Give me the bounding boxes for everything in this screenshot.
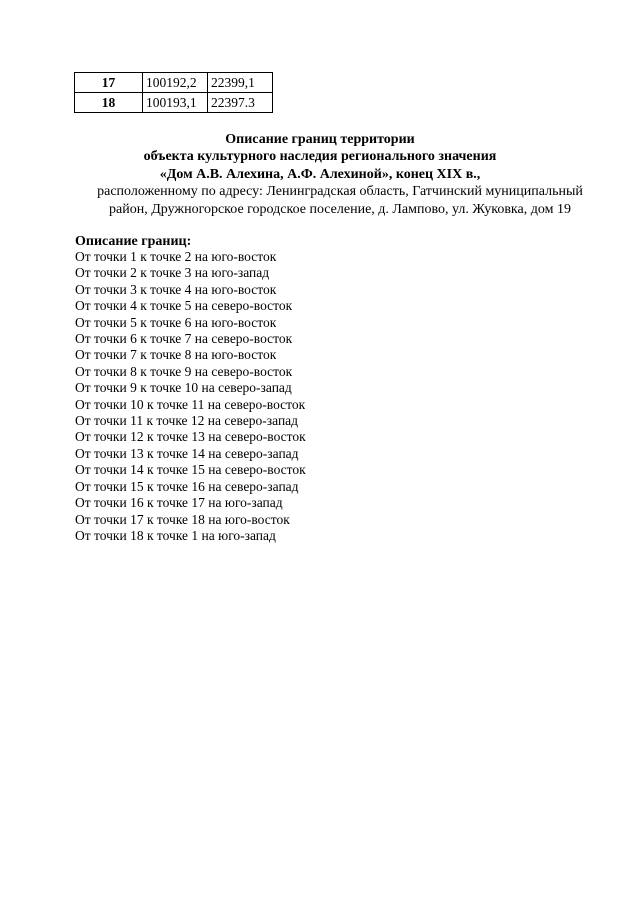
boundary-segment: От точки 1 к точке 2 на юго-восток: [75, 249, 277, 264]
boundary-segment: От точки 14 к точке 15 на северо-восток: [75, 462, 306, 478]
boundary-segment: От точки 13 к точке 14 на северо-запад: [75, 445, 299, 461]
x-coordinate-cell: 100193,1: [143, 93, 208, 113]
boundary-segment: От точки 15 к точке 16 на северо-запад: [75, 478, 299, 494]
boundary-segment: От точки 10 к точке 11 на северо-восток: [75, 396, 306, 412]
y-coordinate-cell: 22399,1: [208, 73, 273, 93]
coordinates-table: [74, 72, 273, 113]
point-number-cell: 17: [75, 73, 143, 93]
boundary-description-list: [75, 249, 306, 544]
boundary-segment: От точки 16 к точке 17 на юго-запад: [75, 495, 283, 511]
boundary-segment: От точки 6 к точке 7 на северо-восток: [75, 331, 293, 347]
boundary-segment: От точки 4 к точке 5 на северо-восток: [75, 298, 293, 314]
address-line-1: расположенному по адресу: Ленинградская область, Гатчинский муниципальный: [97, 184, 583, 199]
document-heading-line-3: «Дом А.В. Алехина, А.Ф. Алехиной», конец XIX в.,: [159, 167, 481, 182]
boundary-segment: От точки 12 к точке 13 на северо-восток: [75, 429, 306, 445]
x-coordinate-cell: 100192,2: [143, 73, 208, 93]
boundary-segment: От точки 2 к точке 3 на юго-запад: [75, 265, 270, 281]
boundary-segment: От точки 5 к точке 6 на юго-восток: [75, 314, 277, 330]
boundary-segment: От точки 11 к точке 12 на северо-запад: [75, 413, 299, 429]
table-row: [75, 73, 273, 93]
boundary-segment: От точки 9 к точке 10 на северо-запад: [75, 380, 292, 396]
y-coordinate-cell: 22397.3: [208, 93, 273, 113]
boundary-segment: От точки 7 к точке 8 на юго-восток: [75, 347, 277, 363]
boundary-segment: От точки 3 к точке 4 на юго-восток: [75, 281, 277, 297]
boundary-segment: От точки 8 к точке 9 на северо-восток: [75, 363, 293, 379]
boundary-segment: От точки 17 к точке 18 на юго-восток: [75, 511, 290, 527]
table-row: [75, 93, 273, 113]
boundary-description-title: Описание границ:: [75, 234, 192, 249]
document-heading-line-1: Описание границ территории: [225, 132, 415, 147]
point-number-cell: 18: [75, 93, 143, 113]
address-line-2: район, Дружногорское городское поселение, д. Лампово, ул. Жуковка, дом 19: [109, 202, 571, 217]
boundary-segment: От точки 18 к точке 1 на юго-запад: [75, 527, 276, 543]
document-heading-line-2: объекта культурного наследия регионального значения: [143, 149, 497, 164]
